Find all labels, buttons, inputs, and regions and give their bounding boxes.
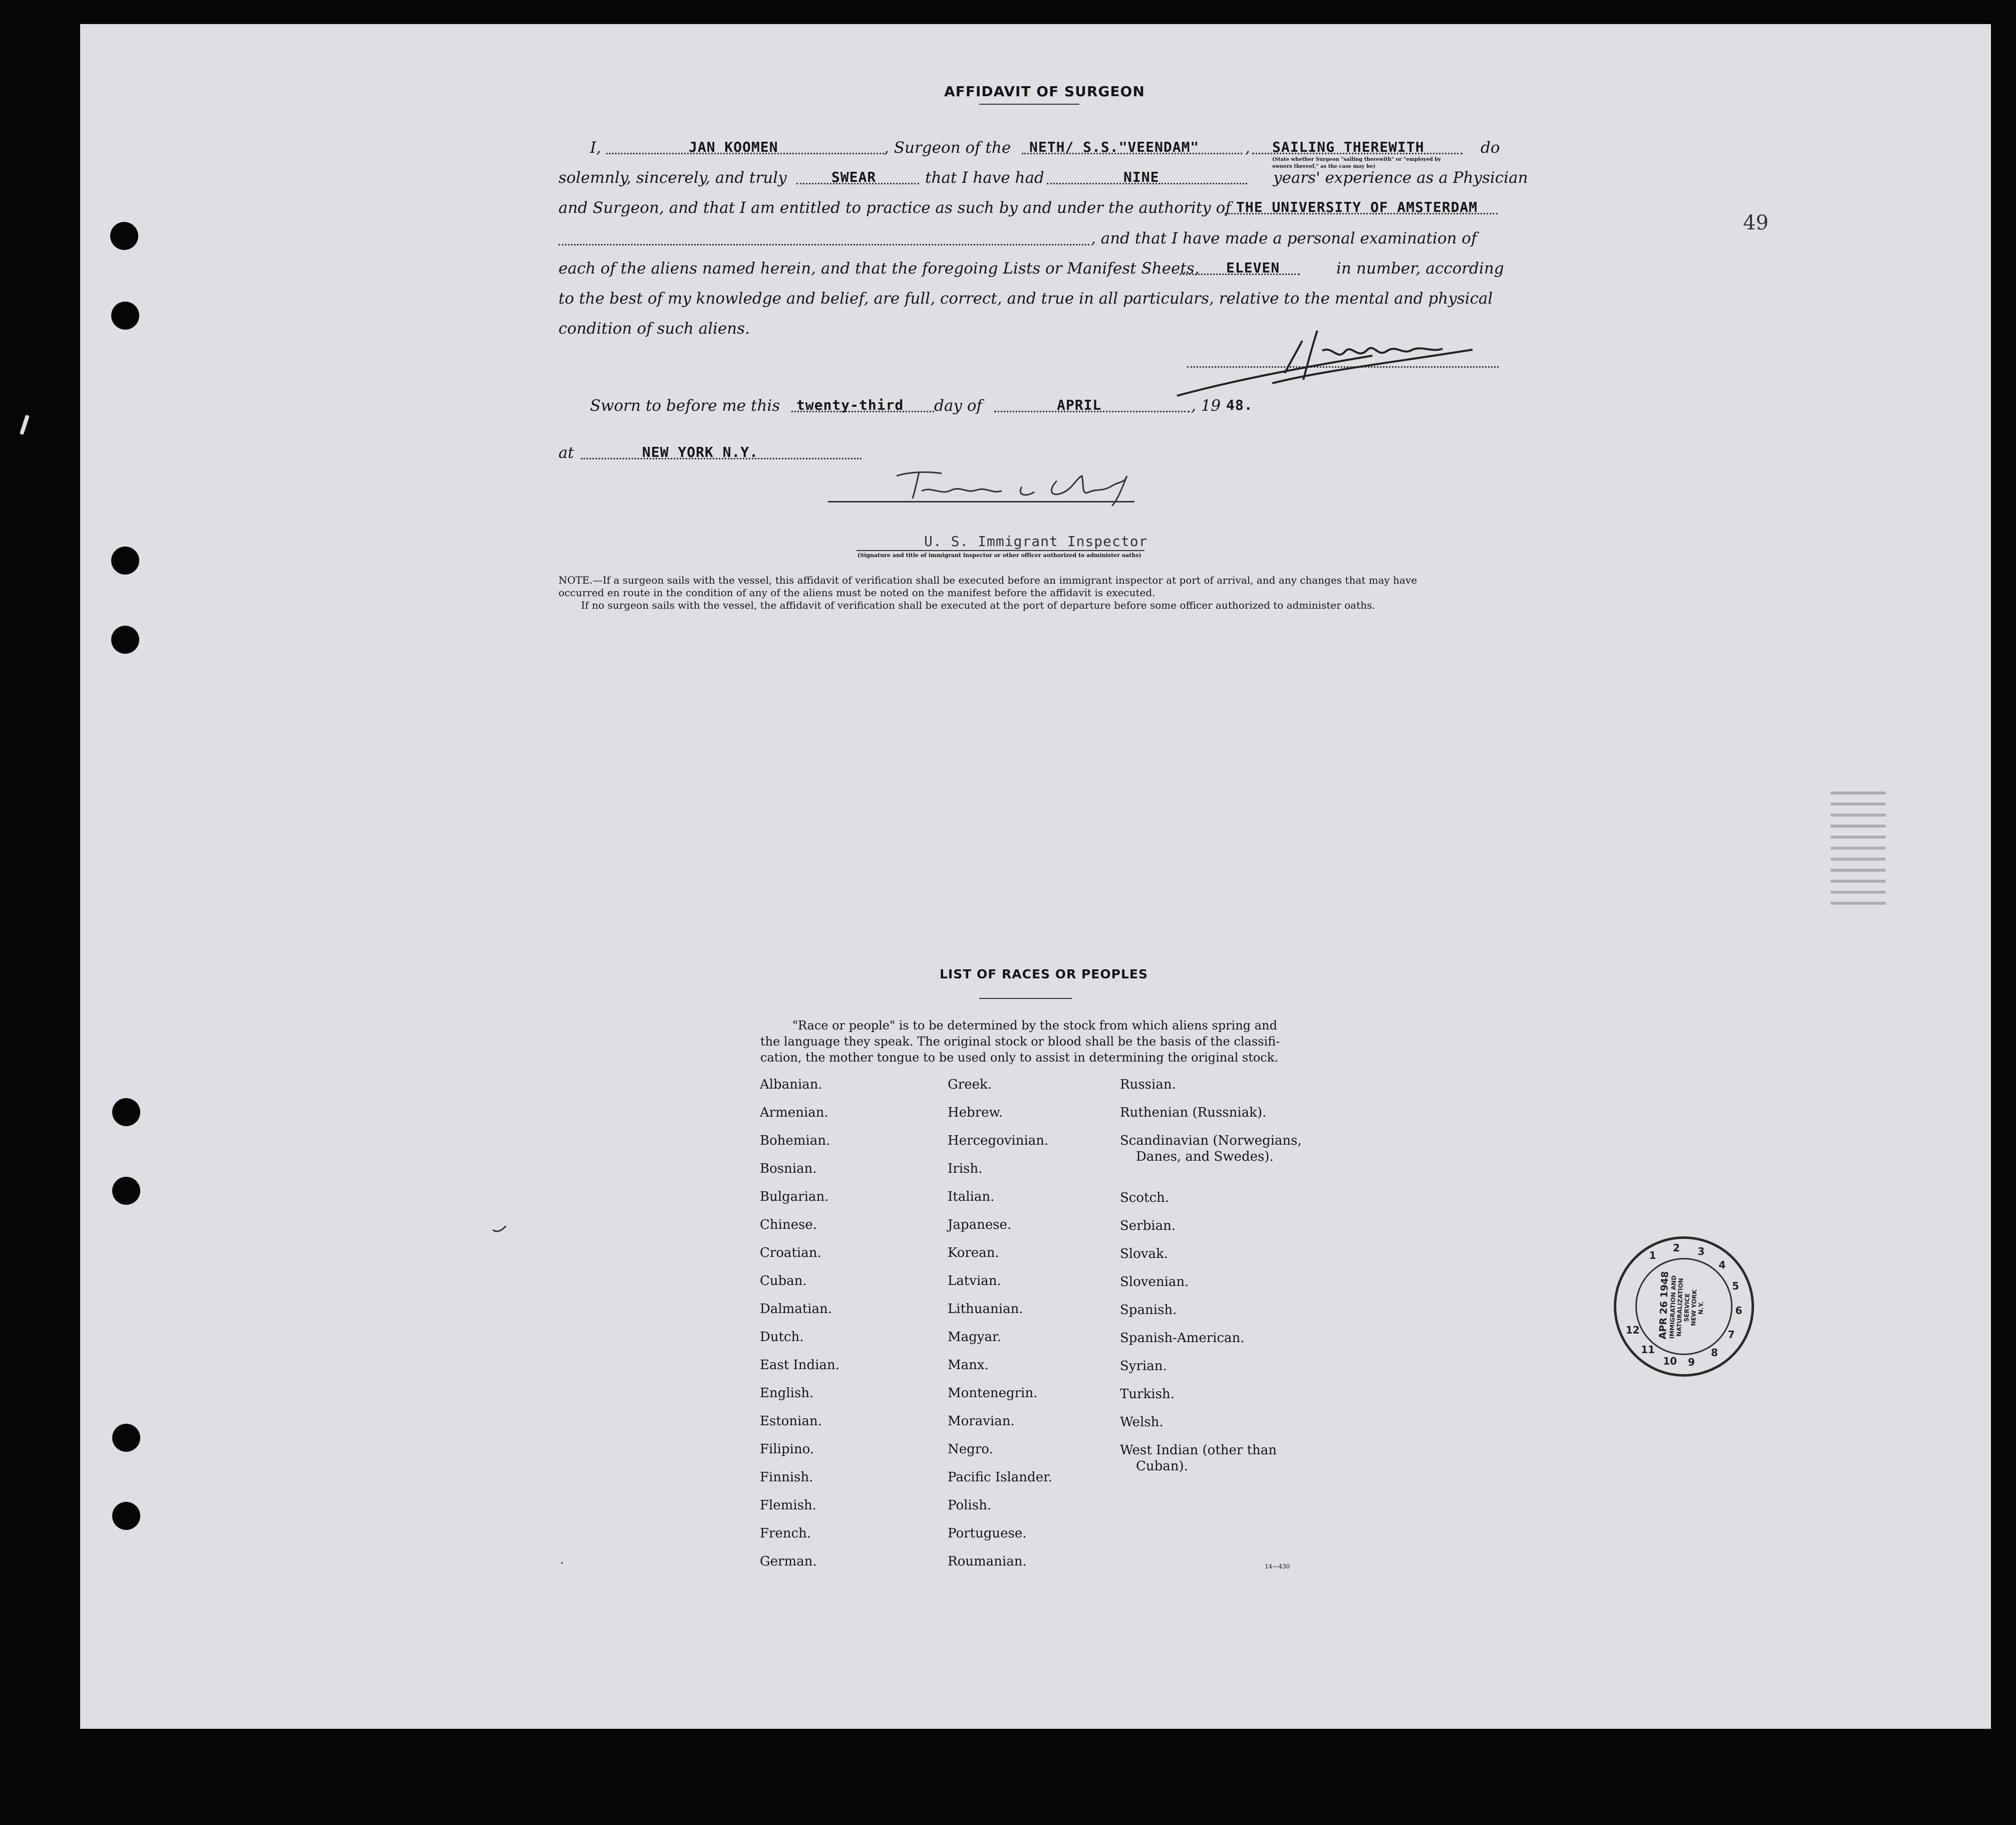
race-entry: Moravian. (948, 1414, 1015, 1429)
race-entry: Croatian. (760, 1245, 821, 1260)
stamp-ring-digit: 9 (1687, 1356, 1695, 1369)
stamp-ring-digit: 6 (1735, 1305, 1743, 1317)
note-line-3: If no surgeon sails with the vessel, the affidavit of verification shall be executed at the port of departure before some officer authorized to administer oaths. (581, 599, 1375, 611)
race-entry: Hercegovinian. (948, 1133, 1049, 1148)
note-line-2: occurred en route in the condition of any of the aliens must be noted on the manifest before the affidavit is executed. (558, 587, 1156, 599)
affidavit-title: AFFIDAVIT OF SURGEON (944, 83, 1145, 100)
race-entry: Scandinavian (Norwegians, (1120, 1133, 1302, 1148)
race-entry: Montenegrin. (948, 1386, 1038, 1401)
surgeon-name: JAN KOOMEN (689, 139, 778, 155)
binder-hole (110, 222, 138, 250)
do-label: do (1481, 139, 1500, 157)
solemnly-text: solemnly, sincerely, and truly (558, 169, 787, 187)
inspector-signature-line (828, 501, 1134, 502)
races-intro-3: cation, the mother tongue to be used only to assist in determining the original stock. (760, 1051, 1278, 1065)
stamp-line-1: IMMIGRATION AND (1668, 1275, 1678, 1339)
race-entry: Portuguese. (948, 1526, 1027, 1541)
stamp-date: APR 26 1948 (1657, 1271, 1671, 1340)
authority-value: THE UNIVERSITY OF AMSTERDAM (1236, 199, 1478, 215)
races-intro-1: "Race or people" is to be determined by the stock from which aliens spring and (792, 1018, 1277, 1032)
binder-hole (111, 626, 139, 654)
stamp-ring-digit: 10 (1663, 1355, 1677, 1368)
condition-text: condition of such aliens. (558, 320, 750, 338)
have-had-text: that I have had (925, 169, 1044, 187)
note-line-1: NOTE.—If a surgeon sails with the vessel, this affidavit of verification shall be executed before an immigrant inspector at port of arrival, and any changes that may have (558, 574, 1417, 586)
race-entry: Turkish. (1120, 1387, 1175, 1402)
oath-value: SWEAR (831, 169, 877, 185)
race-entry: Russian. (1120, 1077, 1176, 1092)
race-entry: Dalmatian. (760, 1301, 832, 1317)
officer-caption: (Signature and title of immigrant inspector or other officer authorized to administer oaths) (857, 552, 1141, 559)
race-entry: Slovak. (1120, 1246, 1168, 1261)
race-entry: Pacific Islander. (948, 1470, 1052, 1485)
race-entry: Ruthenian (Russniak). (1120, 1105, 1267, 1120)
surgeon-of-label: , Surgeon of the (884, 139, 1011, 157)
race-entry: Cuban). (1136, 1459, 1188, 1474)
inspector-signature (892, 461, 1142, 506)
sailing-status: SAILING THEREWITH (1272, 139, 1424, 155)
race-entry: Bohemian. (760, 1133, 830, 1148)
title-underline (979, 104, 1079, 105)
race-entry: Magyar. (948, 1330, 1001, 1345)
year-prefix: , 19 (1191, 397, 1221, 415)
bleed-through-marks (1831, 792, 1886, 907)
races-intro-2: the language they speak. The original stock or blood shall be the basis of the classifi- (760, 1034, 1280, 1049)
stamp-line-3: SERVICE (1683, 1293, 1691, 1322)
sworn-day: twenty-third (796, 397, 904, 413)
race-entry: Latvian. (948, 1273, 1001, 1288)
binder-hole (111, 302, 139, 330)
day-of-text: day of (934, 397, 982, 415)
stamp-line-5: N.Y. (1697, 1301, 1705, 1315)
race-entry: Chinese. (760, 1217, 817, 1232)
stamp-ring-digit: 5 (1732, 1279, 1739, 1292)
race-entry: Italian. (948, 1189, 995, 1204)
stamp-ring-digit: 4 (1718, 1258, 1726, 1271)
margin-mark (20, 415, 30, 435)
binder-hole (112, 1502, 140, 1530)
immigration-stamp (1614, 1236, 1754, 1377)
years-value: NINE (1123, 169, 1160, 185)
stamp-ring-digit: 7 (1727, 1328, 1735, 1341)
race-entry: Polish. (948, 1498, 992, 1513)
race-entry: Slovenian. (1120, 1274, 1189, 1289)
authority-cont-line (558, 244, 1089, 245)
race-entry: Manx. (948, 1358, 989, 1373)
officer-title: U. S. Immigrant Inspector (924, 533, 1148, 550)
race-entry: Spanish-American. (1120, 1331, 1245, 1346)
race-entry: English. (760, 1386, 814, 1401)
race-entry: Bosnian. (760, 1161, 817, 1176)
sworn-month: APRIL (1057, 397, 1102, 413)
in-number-text: in number, according (1336, 259, 1504, 278)
race-entry: German. (760, 1554, 817, 1569)
race-entry: Japanese. (948, 1217, 1012, 1232)
binder-hole (112, 1424, 140, 1452)
stray-dot (561, 1562, 563, 1564)
at-label: at (558, 444, 574, 462)
stamp-line-2: NATURALIZATION (1675, 1277, 1685, 1337)
race-entry: Albanian. (760, 1077, 822, 1092)
race-entry: Greek. (948, 1077, 992, 1092)
stamp-ring-digit: 3 (1697, 1245, 1705, 1257)
races-title: LIST OF RACES OR PEOPLES (940, 967, 1148, 981)
race-entry: French. (760, 1526, 811, 1541)
race-entry: Scotch. (1120, 1190, 1170, 1205)
state-whether-note: (State whether Surgeon "sailing therewith" or "employed by owners thereof," as the case may be) (1272, 157, 1442, 169)
vessel-name: NETH/ S.S."VEENDAM" (1029, 139, 1200, 155)
race-entry: Hebrew. (948, 1105, 1003, 1120)
race-entry: Roumanian. (948, 1554, 1027, 1569)
race-entry: Lithuanian. (948, 1301, 1023, 1317)
races-title-underline (979, 998, 1072, 999)
race-entry: Irish. (948, 1161, 983, 1176)
race-entry: Korean. (948, 1245, 999, 1260)
comma: , (1245, 139, 1250, 157)
race-entry: Cuban. (760, 1273, 807, 1288)
stamp-line-4: NEW YORK (1689, 1289, 1698, 1327)
authority-text: and Surgeon, and that I am entitled to practice as such by and under the authority of (558, 199, 1231, 217)
race-entry: Negro. (948, 1442, 993, 1457)
race-entry: Estonian. (760, 1414, 822, 1429)
race-entry: Danes, and Swedes). (1136, 1149, 1274, 1164)
race-entry: East Indian. (760, 1358, 840, 1373)
page-number: 49 (1743, 211, 1769, 234)
race-entry: Armenian. (760, 1105, 828, 1120)
race-entry: Syrian. (1120, 1359, 1167, 1374)
stamp-ring-digit: 8 (1710, 1347, 1718, 1359)
race-entry: Flemish. (760, 1498, 817, 1513)
binder-hole (111, 547, 139, 575)
surgeon-signature (1172, 321, 1483, 401)
personal-examination-text: , and that I have made a personal examination of (1091, 229, 1477, 247)
binder-hole (112, 1098, 140, 1126)
officer-title-line (856, 550, 1144, 551)
race-entry: Welsh. (1120, 1415, 1164, 1430)
binder-hole (112, 1177, 140, 1205)
stamp-ring-digit: 12 (1625, 1324, 1640, 1336)
foregoing-lists-text: each of the aliens named herein, and that the foregoing Lists or Manifest Sheets, (558, 259, 1200, 278)
sworn-place: NEW YORK N.Y. (642, 444, 759, 460)
stamp-ring-digit: 1 (1649, 1249, 1656, 1262)
stamp-ring-digit: 2 (1672, 1242, 1680, 1254)
year-suffix: 48. (1226, 397, 1253, 413)
race-entry: Bulgarian. (760, 1189, 829, 1204)
stamp-ring-digit: 11 (1641, 1344, 1655, 1356)
sheets-count: ELEVEN (1226, 259, 1280, 276)
pronoun-i: I, (590, 139, 602, 157)
race-entry: Spanish. (1120, 1302, 1177, 1318)
race-entry: West Indian (other than (1120, 1443, 1277, 1458)
knowledge-text: to the best of my knowledge and belief, are full, correct, and true in all particulars, relative to the mental and physical (558, 290, 1493, 308)
form-number: 14—430 (1265, 1563, 1290, 1570)
sworn-text: Sworn to before me this (590, 397, 780, 415)
race-entry: Dutch. (760, 1330, 804, 1345)
race-entry: Filipino. (760, 1442, 814, 1457)
race-entry: Finnish. (760, 1470, 813, 1485)
race-entry: Serbian. (1120, 1218, 1176, 1233)
check-mark (492, 1225, 507, 1233)
years-experience-text: years' experience as a Physician (1273, 169, 1528, 187)
